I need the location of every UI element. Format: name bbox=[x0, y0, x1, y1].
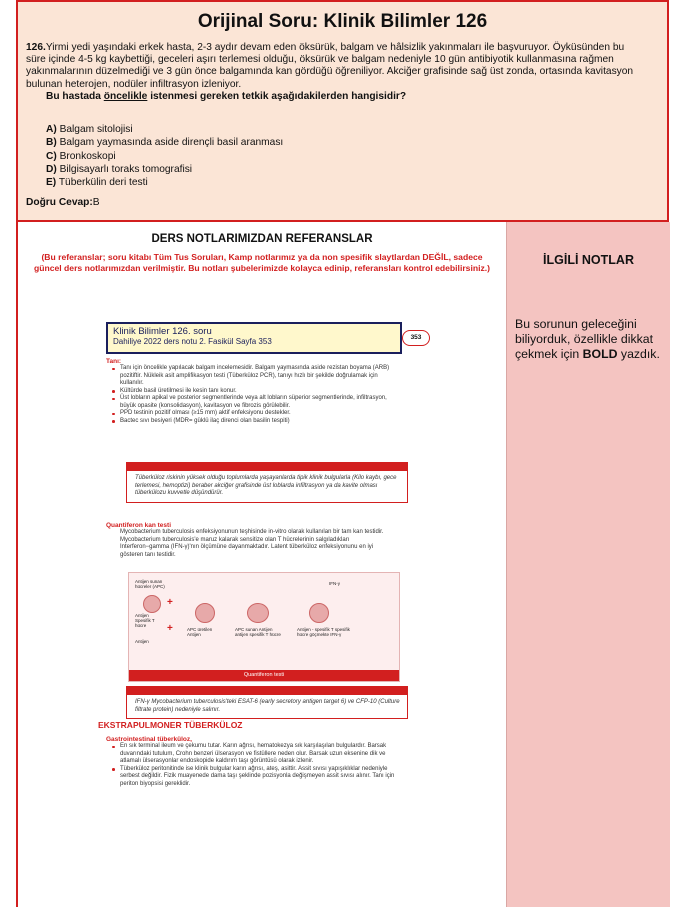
option-a: A) Balgam sitolojisi bbox=[46, 124, 133, 135]
diagram-label: APC sunan Antijen antijen spesifik T hücre bbox=[235, 627, 281, 637]
warning-bar bbox=[127, 463, 407, 471]
reference-card-source: Dahiliye 2022 ders notu 2. Fasikül Sayfa 353 bbox=[113, 337, 272, 346]
warning-box bbox=[126, 686, 408, 719]
diagram-label: IFN-γ bbox=[329, 581, 340, 586]
gi-heading: Gastrointestinal tüberküloz, bbox=[106, 736, 192, 743]
warning-box bbox=[126, 462, 408, 503]
warning-bar bbox=[127, 687, 407, 695]
diagram-label: Antijen bbox=[135, 639, 149, 644]
apc-cell bbox=[247, 603, 269, 623]
question-stem: Yirmi yedi yaşındaki erkek hasta, 2-3 aydır devam eden öksürük, balgam ve hâlsizlik yakınmaları ile başvuruyor. Öyküsünden bu süre içinde 4-5 kg kaybettiği, geceleri aşırı terlemesi olduğu, öksürük ve balgam nedeniyle 10 gün antibiyotik kullanmasına rağmen yakınmalarının düzelmediği ve 3 gün önce balgamında kan gördüğü öğreniliyor. Akciğer grafisinde sağ üst zonda, ortasında kavitasyon bulunan heterojen, nodüler infiltrasyon izleniyor. bbox=[26, 42, 634, 90]
tani-item: Kültürde basil üretilmesi ile kesin tanı konur. bbox=[106, 388, 396, 396]
page-title: Orijinal Soru: Klinik Bilimler 126 bbox=[197, 11, 488, 32]
tani-item: PPD testinin pozitif olması (≥15 mm) aktif enfeksiyonu destekler. bbox=[106, 410, 396, 418]
answer-options bbox=[46, 123, 283, 189]
emphasis-word: öncelikle bbox=[103, 90, 148, 102]
tani-heading: Tanı: bbox=[106, 358, 122, 365]
gi-section bbox=[106, 736, 396, 788]
warning-text: IFN-γ Mycobacterium tuberculosis'teki ESAT-6 (early secretory antigen target 6) ve CFP-10 (Culture filtrate protein) nedeniyle salınır. bbox=[135, 699, 400, 713]
quantiferon-text: Mycobacterium tuberculosis enfeksiyonunun teşhisinde in-vitro olarak kullanılan bir tam kan testidir. Mycobacterium tuberculosis'e maruz kalarak sensitize olan T hücrelerinin salgıladıkları Interferon−gamma (IFN-γ)'nın ölçümüne dayanmaktadır. Latent tüberküloz enfeksiyonunu en iyi gösteren tanı testidir. bbox=[120, 529, 384, 558]
option-d: D) Bilgisayarlı toraks tomografisi bbox=[46, 163, 193, 175]
t-cell bbox=[309, 603, 329, 623]
correct-answer: Doğru Cevap:B bbox=[26, 197, 100, 208]
page-number-badge: 353 bbox=[402, 330, 430, 346]
diagram-label: APC üretilen Antijen bbox=[187, 627, 213, 637]
tani-section bbox=[106, 358, 396, 425]
apc-cell bbox=[143, 595, 161, 613]
references-heading: DERS NOTLARIMIZDAN REFERANSLAR bbox=[151, 233, 373, 245]
tani-item: Bactec sıvı besiyeri (MDR= güklü ilaç direnci olan basilin tespiti) bbox=[106, 418, 396, 426]
plus-sign: + bbox=[167, 597, 173, 608]
notes-heading: İLGİLİ NOTLAR bbox=[543, 253, 634, 267]
references-subtitle: (Bu referanslar; soru kitabı Tüm Tus Soruları, Kamp notlarımız ya da non spesifik slaytlardan DEĞİL, sadece güncel ders notlarımızdan verilmiştir. Bu notları şubelerimizde kolayca edinip, referansları kontrol edebilirsiniz.) bbox=[33, 252, 491, 273]
tani-item: Tanı için öncelikle yapılacak balgam incelemesidir. Balgam yaymasında aside rezistan boyama (ARB) pozitiftir. Nükleik asit amplifikasyon testi (Tüberküloz PCR), tanıyı hızlı bir şekilde doğrulamak için kullanılır. bbox=[106, 365, 396, 388]
notes-panel bbox=[506, 222, 670, 907]
warning-text: Tüberküloz riskinin yüksek olduğu toplumlarda yaşayanlarda tipik klinik bulgularla (Kilo kaybı, gece terlemesi, hemoptizi) beraber akciğer grafisinde üst loblarda infiltrasyon ya da kavite olması tüberkülozu kuvvetle düşündürür. bbox=[135, 475, 397, 496]
page-frame bbox=[16, 0, 669, 907]
diagram-label: Antijen sunan hücreler (APC) bbox=[135, 579, 165, 589]
question-panel bbox=[18, 2, 667, 222]
bold-word: BOLD bbox=[582, 347, 618, 361]
gi-item: Tüberküloz peritonitinde ise klinik bulgular karın ağrısı, ateş, asittir. Assit sıvısı yapışıklıklar nedeniyle serbest değildir. Fizik muayenede dama taşı şeklinde pozisyonla değişmeyen assit sıvısı alınır. Tanı için periton biyopsisi gereklidir. bbox=[106, 766, 396, 789]
quantiferon-section bbox=[106, 522, 396, 559]
option-b: B) Balgam yaymasında aside dirençli basil aranması bbox=[46, 137, 284, 149]
gi-item: En sık terminal ileum ve çekumu tutar. Karın ağrısı, hematokezya sık karşılaşılan bulgulardır. Barsak duvarındaki tutulum, Crohn benzeri ülserasyon ve fistüllere neden olur. Barsak uzun eksenine dik ve atlamalı ülserasyonlar endoskopide kaldırım taşı görüntüsü olarak izlenir. bbox=[106, 743, 396, 766]
diagram-label: Antijen - spesifik T spesifik hücre göçmekte IFN-γ bbox=[297, 627, 350, 637]
reference-card-title: Klinik Bilimler 126. soru bbox=[113, 326, 212, 337]
reference-page-image bbox=[98, 322, 422, 822]
quantiferon-heading: Quantiferon kan testi bbox=[106, 522, 172, 529]
diagram-footer: Quantiferon testi bbox=[129, 670, 399, 681]
option-c: C) Bronkoskopi bbox=[46, 150, 116, 162]
option-e: E) Tüberkülin deri testi bbox=[46, 177, 148, 189]
quantiferon-diagram bbox=[128, 572, 400, 682]
plus-sign: + bbox=[167, 623, 173, 634]
diagram-label: Antijen Spesifik T hücre bbox=[135, 613, 155, 628]
question-text bbox=[26, 42, 646, 103]
ekstrapulmoner-heading: EKSTRAPULMONER TÜBERKÜLOZ bbox=[98, 720, 243, 730]
question-prompt: Bu hastada öncelikle istenmesi gereken tetkik aşağıdakilerden hangisidir? bbox=[46, 90, 407, 102]
tani-item: Üst lobların apikal ve posterior segmentlerinde veya alt lobların süperior segmentlerinde, infiltrasyon, büyük opasite (konsolidasyon), kavitasyon ve fibrozis görülebilir. bbox=[106, 395, 396, 410]
references-panel bbox=[18, 222, 506, 907]
notes-text: Bu sorunun geleceğini biliyorduk, özellikle dikkat çekmek için BOLD yazdık. bbox=[515, 317, 660, 361]
reference-card bbox=[106, 322, 402, 354]
question-number: 126. bbox=[26, 42, 46, 53]
apc-cell bbox=[195, 603, 215, 623]
